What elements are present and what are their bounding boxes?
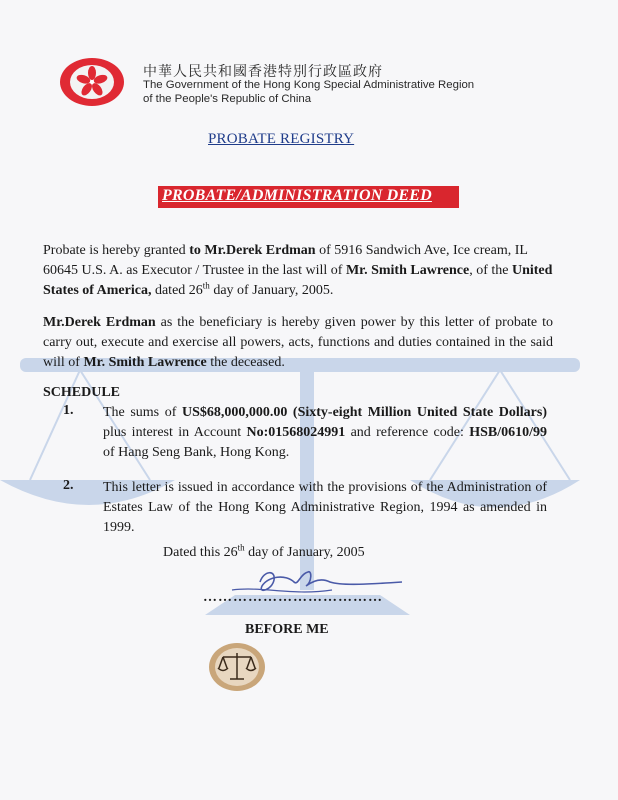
dated-line: Dated this 26th day of January, 2005	[163, 542, 365, 560]
testator-name: Mr. Smith Lawrence	[345, 263, 470, 278]
deceased-name: Mr. Smith Lawrence	[83, 355, 207, 370]
powers-paragraph: Mr.Derek Erdman as the beneficiary is hereby given power by this letter of probate to carry out, execute and exercise all powers, acts, functions and duties contained in the said will of Mr. Smith Lawrence the deceased.	[43, 315, 553, 370]
probate-registry-heading: PROBATE REGISTRY	[208, 131, 355, 147]
signature	[202, 560, 412, 608]
government-name-english-line1: The Government of the Hong Kong Special Administrative Region	[143, 79, 475, 91]
schedule-item-number: 1.	[63, 403, 74, 418]
before-me-label: BEFORE ME	[245, 622, 329, 637]
schedule-item-1: The sums of US$68,000,000.00 (Sixty-eight Million United State Dollars) plus interest in Account No:01568024991 and reference code: HSB/0610/99 of Hang Seng Bank, Hong Kong.	[103, 405, 548, 460]
account-number: No:01568024991	[246, 425, 346, 440]
government-name-english-line2: of the People's Republic of China	[143, 93, 312, 105]
sum-amount: US$68,000,000.00 (Sixty-eight Million United State Dollars)	[181, 405, 547, 420]
government-name-chinese: 中華人民共和國香港特別行政區政府	[143, 64, 383, 80]
signature-line: ………………………………	[203, 590, 383, 605]
executor-name: to Mr.Derek Erdman	[189, 243, 316, 258]
hksar-emblem-icon	[58, 56, 126, 108]
country-name: United States of America,	[43, 263, 553, 298]
justice-seal-icon	[207, 641, 267, 693]
schedule-heading: SCHEDULE	[43, 385, 121, 400]
grant-paragraph: Probate is hereby granted to Mr.Derek Erdman of 5916 Sandwich Ave, Ice cream, IL 60645 U.S. A. as Executor / Trustee in the last will of Mr. Smith Lawrence, of the United States of America, dated 26th day of January, 2005.	[43, 243, 553, 298]
deed-title: PROBATE/ADMINISTRATION DEED	[162, 187, 432, 204]
schedule-item-2: This letter is issued in accordance with the provisions of the Administration of Estates Law of the Hong Kong Administrative Region, 1994 as amended in 1999.	[103, 480, 547, 535]
schedule-item-number: 2.	[63, 478, 74, 493]
reference-code: HSB/0610/99	[469, 425, 548, 440]
beneficiary-name: Mr.Derek Erdman	[43, 315, 156, 330]
